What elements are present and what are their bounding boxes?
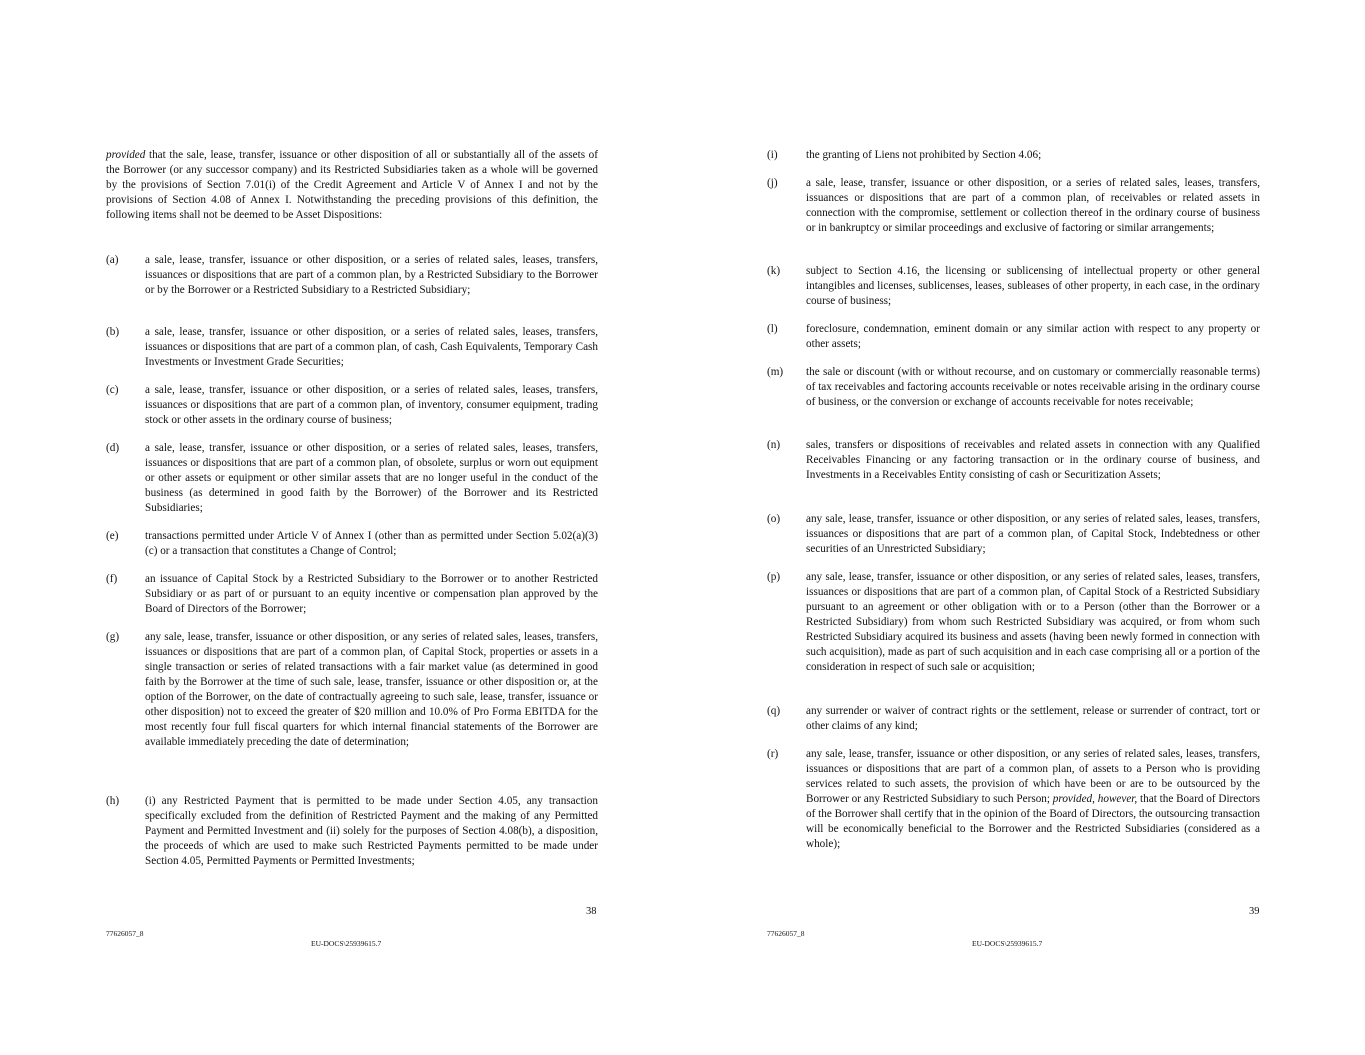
clause-e <box>106 529 598 559</box>
intro-text: that the sale, lease, transfer, issuance or other disposition of all or substantially all of the assets of the Borrower (or any successor company) and its Restricted Subsidiaries taken as a whole will be governed by the provisions of Section 7.01(i) of the Credit Agreement and Article V of Annex I and not by the provisions of Section 4.08 of Annex I. Notwithstanding the preceding provisions of this definition, the following items shall not be deemed to be Asset Dispositions: <box>106 149 598 221</box>
clause-text: any surrender or waiver of contract rights or the settlement, release or surrender of contract, tort or other claims of any kind; <box>806 705 1260 732</box>
clause-b <box>106 325 598 370</box>
clause-text: foreclosure, condemnation, eminent domain or any similar action with respect to any property or other assets; <box>806 323 1260 350</box>
clause-label: (d) <box>106 442 120 454</box>
clause-label: (b) <box>106 326 120 338</box>
page-38 <box>0 0 682 1055</box>
intro-italic: provided <box>106 149 146 161</box>
clause-text: the sale or discount (with or without recourse, and on customary or commercially reasonable terms) of tax receivables and factoring accounts receivable or notes receivable arising in the ordinary course of business, or the conversion or exchange of accounts receivable for notes receivable; <box>806 366 1260 408</box>
page-39 <box>682 0 1364 1055</box>
clause-label: (j) <box>767 177 778 189</box>
clause-r-italic: provided, however, <box>1052 793 1138 805</box>
clause-text: a sale, lease, transfer, issuance or other disposition, or a series of related sales, leases, transfers, issuances or dispositions that are part of a common plan, of inventory, consumer equipment, trading stock or other assets in the ordinary course of business; <box>145 384 598 426</box>
clause-a <box>106 253 598 298</box>
clause-label: (r) <box>767 748 779 760</box>
clause-text: an issuance of Capital Stock by a Restricted Subsidiary to the Borrower or to another Restricted Subsidiary or as part of or pursuant to an equity incentive or compensation plan approved by the Board of Directors of the Borrower; <box>145 573 598 615</box>
clause-i <box>767 148 1260 163</box>
left-intro-block <box>106 148 598 223</box>
intro-paragraph <box>106 148 598 223</box>
clause-r-text-after: that the Board of Directors of the Borrower shall certify that in the opinion of the Board of Directors, the outsourcing transaction will be economically beneficial to the Borrower and the Restricted Subsidiaries (considered as a whole); <box>806 793 1260 850</box>
clause-label: (i) <box>767 149 778 161</box>
clause-text: sales, transfers or dispositions of receivables and related assets in connection with any Qualified Receivables Financing or any factoring transaction or in the ordinary course of business, and Investments in a Receivables Entity consisting of cash or Securitization Assets; <box>806 439 1260 481</box>
clause-f <box>106 572 598 617</box>
clause-label: (n) <box>767 439 781 451</box>
eu-doc-ref: EU-DOCS\25939615.7 <box>972 939 1043 948</box>
clause-q <box>767 704 1260 734</box>
clause-label: (e) <box>106 530 119 542</box>
clause-label: (p) <box>767 571 781 583</box>
clause-label: (f) <box>106 573 118 585</box>
clause-text <box>806 747 1260 852</box>
clause-text: a sale, lease, transfer, issuance or other disposition, or a series of related sales, leases, transfers, issuances or dispositions that are part of a common plan, of obsolete, surplus or worn out equipment or other assets or equipment or other similar assets that are no longer useful in the conduct of the business (as determined in good faith by the Borrower) of the Borrower and its Restricted Subsidiaries; <box>145 442 598 514</box>
clause-k <box>767 264 1260 309</box>
clause-text: any sale, lease, transfer, issuance or other disposition, or any series of related sales, leases, transfers, issuances or dispositions that are part of a common plan, of Capital Stock of a Restricted Subsidiary pursuant to an agreement or other obligation with or to a Person (other than the Borrower or a Restricted Subsidiary) from whom such Restricted Subsidiary was acquired, or from whom such Restricted Subsidiary acquired its business and assets (having been newly formed in connection with such acquisition), made as part of such acquisition and in each case comprising all or a portion of the consideration in respect of such sale or acquisition; <box>806 571 1260 673</box>
clause-text: transactions permitted under Article V of Annex I (other than as permitted under Section 5.02(a)(3)(c) or a transaction that constitutes a Change of Control; <box>145 530 598 557</box>
clause-j <box>767 176 1260 236</box>
clause-text: a sale, lease, transfer, issuance or other disposition, or a series of related sales, leases, transfers, issuances or dispositions that are part of a common plan, by a Restricted Subsidiary to the Borrower or by the Borrower or a Restricted Subsidiary to a Restricted Subsidiary; <box>145 254 598 296</box>
clause-c <box>106 383 598 428</box>
clause-r-text-before: any sale, lease, transfer, issuance or other disposition, or any series of related sales, leases, transfers, issuances or dispositions that are part of a common plan, of assets to a Person who is providing services related to such assets, the provision of which have been or are to be outsourced by the Borrower or any Restricted Subsidiary to such Person; <box>806 748 1260 805</box>
clause-label: (g) <box>106 631 120 643</box>
clause-text: any sale, lease, transfer, issuance or other disposition, or any series of related sales, leases, transfers, issuances or dispositions that are part of a common plan, of Capital Stock, properties or assets in a single transaction or series of related transactions with a fair market value (as determined in good faith by the Borrower at the time of such sale, lease, transfer, issuance or other disposition or, at the option of the Borrower, on the date of contractually agreeing to such sale, lease, transfer, issuance or other disposition) not to exceed the greater of $20 million and 10.0% of Pro Forma EBITDA for the most recently four full fiscal quarters for which internal financial statements of the Borrower are available immediately preceding the date of determination; <box>145 631 598 748</box>
clause-label: (k) <box>767 265 781 277</box>
clause-label: (a) <box>106 254 119 266</box>
clause-label: (l) <box>767 323 778 335</box>
clause-h <box>106 794 598 869</box>
clause-r <box>767 747 1260 852</box>
clause-label: (h) <box>106 795 120 807</box>
clause-o <box>767 512 1260 557</box>
clause-label: (m) <box>767 366 784 378</box>
clause-n <box>767 438 1260 483</box>
clause-text: the granting of Liens not prohibited by Section 4.06; <box>806 149 1042 161</box>
clause-text: any sale, lease, transfer, issuance or other disposition, or any series of related sales, leases, transfers, issuances or dispositions that are part of a common plan, of Capital Stock, Indebtedness or other securities of an Unrestricted Subsidiary; <box>806 513 1260 555</box>
clause-d <box>106 441 598 516</box>
clause-label: (o) <box>767 513 781 525</box>
clause-p <box>767 570 1260 675</box>
clause-text: a sale, lease, transfer, issuance or other disposition, or a series of related sales, leases, transfers, issuances or dispositions that are part of a common plan, of receivables or related assets in connection with the compromise, settlement or collection thereof in the ordinary course of business or in bankruptcy or similar proceedings and exclusive of factoring or similar arrangements; <box>806 177 1260 234</box>
clause-m <box>767 365 1260 410</box>
doc-id: 77626057_8 <box>767 929 805 938</box>
clause-label: (q) <box>767 705 781 717</box>
clause-g <box>106 630 598 750</box>
clause-label: (c) <box>106 384 119 396</box>
clause-text: a sale, lease, transfer, issuance or other disposition, or a series of related sales, leases, transfers, issuances or dispositions that are part of a common plan, of cash, Cash Equivalents, Temporary Cash Investments or Investment Grade Securities; <box>145 326 598 368</box>
page-number: 39 <box>1249 906 1260 917</box>
clause-text: subject to Section 4.16, the licensing or sublicensing of intellectual property or other general intangibles and licenses, sublicenses, leases, subleases of other property, in each case, in the ordinary course of business; <box>806 265 1260 307</box>
doc-id: 77626057_8 <box>106 929 144 938</box>
eu-doc-ref: EU-DOCS\25939615.7 <box>311 939 382 948</box>
clause-text: (i) any Restricted Payment that is permitted to be made under Section 4.05, any transaction specifically excluded from the definition of Restricted Payment and the making of any Permitted Payment and Permitted Investment and (ii) solely for the purposes of Section 4.08(b), a disposition, the proceeds of which are used to make such Restricted Payments permitted to be made under Section 4.05, Permitted Payments or Permitted Investments; <box>145 795 598 867</box>
page-number: 38 <box>586 906 597 917</box>
clause-l <box>767 322 1260 352</box>
